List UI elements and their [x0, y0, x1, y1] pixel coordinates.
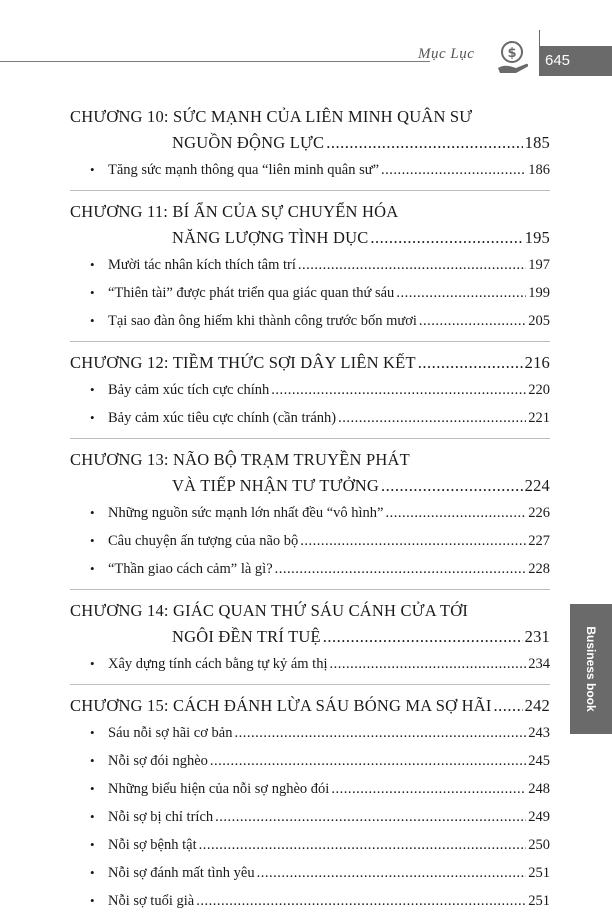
toc-subentry[interactable] — [70, 803, 550, 831]
chapter-page-number: 231 — [524, 627, 550, 646]
toc-subentry[interactable] — [70, 404, 550, 432]
bullet-icon: • — [90, 893, 95, 908]
toc-subentry[interactable] — [70, 156, 550, 184]
subentry-text: Tăng sức mạnh thông qua “liên minh quân sư” — [108, 162, 380, 178]
chapter-14 — [70, 598, 550, 678]
dot-leader — [215, 803, 526, 831]
chapter-title-text: CHƯƠNG 15: CÁCH ĐÁNH LỪA SÁU BÓNG MA SỢ HÃI — [70, 696, 492, 715]
chapter-divider — [70, 589, 550, 590]
chapter-title-line — [70, 199, 550, 225]
subentry-page-number: 186 — [528, 162, 550, 178]
dot-leader — [329, 650, 526, 678]
toc-subentry[interactable] — [70, 859, 550, 887]
bullet-icon: • — [90, 533, 95, 548]
chapter-title-text: CHƯƠNG 11: BÍ ẨN CỦA SỰ CHUYỂN HÓA — [70, 202, 399, 221]
subentry-page-number: 197 — [528, 257, 550, 273]
bullet-icon: • — [90, 865, 95, 880]
subentry-page-number: 249 — [528, 809, 550, 825]
toc-subentry[interactable] — [70, 719, 550, 747]
dot-leader — [331, 775, 526, 803]
chapter-divider — [70, 684, 550, 685]
chapter-entry[interactable] — [70, 350, 550, 376]
toc-subentry[interactable] — [70, 279, 550, 307]
chapter-title-text: CHƯƠNG 14: GIÁC QUAN THỨ SÁU CÁNH CỬA TỚI — [70, 601, 469, 620]
chapter-divider — [70, 438, 550, 439]
dot-leader — [381, 156, 526, 184]
subentry-text: “Thần giao cách cảm” là gì? — [108, 561, 273, 577]
chapter-title-text: NĂNG LƯỢNG TÌNH DỤC — [172, 228, 369, 247]
dot-leader — [381, 473, 523, 499]
chapter-title-text: NGUỒN ĐỘNG LỰC — [172, 133, 325, 152]
toc-subentry[interactable] — [70, 251, 550, 279]
chapter-page-number: 185 — [524, 133, 550, 152]
dot-leader — [419, 307, 526, 335]
toc-subentry[interactable] — [70, 831, 550, 859]
bullet-icon: • — [90, 382, 95, 397]
dot-leader — [234, 719, 526, 747]
svg-text:$: $ — [507, 46, 517, 61]
subentry-page-number: 248 — [528, 781, 550, 797]
header-rule — [0, 61, 430, 62]
dot-leader — [494, 693, 523, 719]
header-title: Mục Lục — [418, 46, 475, 62]
chapter-title-text: NGÔI ĐỀN TRÍ TUỆ — [172, 627, 321, 646]
chapter-page-number: 224 — [524, 476, 550, 495]
chapter-entry[interactable] — [70, 473, 550, 499]
chapter-title-text: CHƯƠNG 10: SỨC MẠNH CỦA LIÊN MINH QUÂN SƯ — [70, 107, 473, 126]
chapter-page-number: 216 — [524, 353, 550, 372]
chapter-title-text: CHƯƠNG 12: TIỀM THỨC SỢI DÂY LIÊN KẾT — [70, 353, 416, 372]
subentry-page-number: 227 — [528, 533, 550, 549]
subentry-text: Nỗi sợ đói nghèo — [108, 753, 208, 769]
bullet-icon: • — [90, 561, 95, 576]
side-tab — [570, 604, 612, 734]
chapter-entry[interactable] — [70, 225, 550, 251]
toc-subentry[interactable] — [70, 775, 550, 803]
subentry-page-number: 251 — [528, 893, 550, 909]
dot-leader — [370, 225, 522, 251]
subentry-text: Những biểu hiện của nỗi sợ nghèo đói — [108, 781, 330, 797]
toc-subentry[interactable] — [70, 376, 550, 404]
chapter-title-text: CHƯƠNG 13: NÃO BỘ TRẠM TRUYỀN PHÁT — [70, 450, 410, 469]
chapter-15 — [70, 693, 550, 915]
chapter-page-number: 195 — [524, 228, 550, 247]
subentry-page-number: 221 — [528, 410, 550, 426]
subentry-text: Nỗi sợ bệnh tật — [108, 837, 197, 853]
dot-leader — [275, 555, 527, 583]
subentry-page-number: 251 — [528, 865, 550, 881]
subentry-text: Mười tác nhân kích thích tâm trí — [108, 257, 296, 273]
bullet-icon: • — [90, 753, 95, 768]
chapter-entry[interactable] — [70, 624, 550, 650]
chapter-title-line — [70, 447, 550, 473]
subentry-text: Bảy cảm xúc tiêu cực chính (cần tránh) — [108, 410, 337, 426]
subentry-page-number: 228 — [528, 561, 550, 577]
dot-leader — [196, 887, 526, 915]
bullet-icon: • — [90, 410, 95, 425]
subentry-text: Tại sao đàn ông hiếm khi thành công trước bốn mươi — [108, 313, 417, 329]
chapter-12 — [70, 350, 550, 432]
chapter-10 — [70, 104, 550, 184]
dot-leader — [418, 350, 523, 376]
chapter-11 — [70, 199, 550, 335]
subentry-text: Nỗi sợ tuổi già — [108, 893, 195, 909]
dot-leader — [385, 499, 526, 527]
bullet-icon: • — [90, 837, 95, 852]
bullet-icon: • — [90, 656, 95, 671]
dot-leader — [326, 130, 522, 156]
subentry-text: Bảy cảm xúc tích cực chính — [108, 382, 270, 398]
bullet-icon: • — [90, 285, 95, 300]
chapter-divider — [70, 341, 550, 342]
chapter-page-number: 242 — [524, 696, 550, 715]
toc-subentry[interactable] — [70, 887, 550, 915]
toc-subentry[interactable] — [70, 307, 550, 335]
chapter-title-line — [70, 104, 550, 130]
dot-leader — [396, 279, 526, 307]
toc-subentry[interactable] — [70, 499, 550, 527]
subentry-text: Sáu nỗi sợ hãi cơ bản — [108, 725, 233, 741]
subentry-page-number: 250 — [528, 837, 550, 853]
subentry-page-number: 234 — [528, 656, 550, 672]
toc-subentry[interactable] — [70, 527, 550, 555]
subentry-page-number: 205 — [528, 313, 550, 329]
subentry-page-number: 199 — [528, 285, 550, 301]
dot-leader — [300, 527, 526, 555]
chapter-entry[interactable] — [70, 130, 550, 156]
bullet-icon: • — [90, 505, 95, 520]
toc-subentry[interactable] — [70, 650, 550, 678]
table-of-contents — [70, 104, 550, 915]
subentry-text: Câu chuyện ấn tượng của não bộ — [108, 533, 299, 549]
page-number: 645 — [545, 52, 571, 69]
side-tab-label: Business book — [584, 626, 598, 712]
dot-leader — [338, 404, 526, 432]
bullet-icon: • — [90, 781, 95, 796]
subentry-page-number: 243 — [528, 725, 550, 741]
bullet-icon: • — [90, 809, 95, 824]
page-number-box — [539, 46, 612, 76]
dot-leader — [210, 747, 526, 775]
money-hand-logo-icon — [492, 38, 532, 78]
subentry-text: “Thiên tài” được phát triển qua giác quan thứ sáu — [108, 285, 395, 301]
dot-leader — [199, 831, 527, 859]
subentry-text: Những nguồn sức mạnh lớn nhất đều “vô hình” — [108, 505, 384, 521]
toc-subentry[interactable] — [70, 747, 550, 775]
subentry-text: Nỗi sợ đánh mất tình yêu — [108, 865, 255, 881]
bullet-icon: • — [90, 257, 95, 272]
subentry-text: Nỗi sợ bị chỉ trích — [108, 809, 214, 825]
subentry-page-number: 245 — [528, 753, 550, 769]
subentry-text: Xây dựng tính cách bằng tự kỷ ám thị — [108, 656, 328, 672]
subentry-page-number: 226 — [528, 505, 550, 521]
chapter-entry[interactable] — [70, 693, 550, 719]
toc-subentry[interactable] — [70, 555, 550, 583]
bullet-icon: • — [90, 725, 95, 740]
chapter-13 — [70, 447, 550, 583]
bullet-icon: • — [90, 313, 95, 328]
subentry-page-number: 220 — [528, 382, 550, 398]
chapter-title-line — [70, 598, 550, 624]
chapter-divider — [70, 190, 550, 191]
dot-leader — [271, 376, 526, 404]
bullet-icon: • — [90, 162, 95, 177]
dot-leader — [323, 624, 523, 650]
dot-leader — [298, 251, 526, 279]
dot-leader — [257, 859, 527, 887]
chapter-title-text: VÀ TIẾP NHẬN TƯ TƯỞNG — [172, 476, 380, 495]
